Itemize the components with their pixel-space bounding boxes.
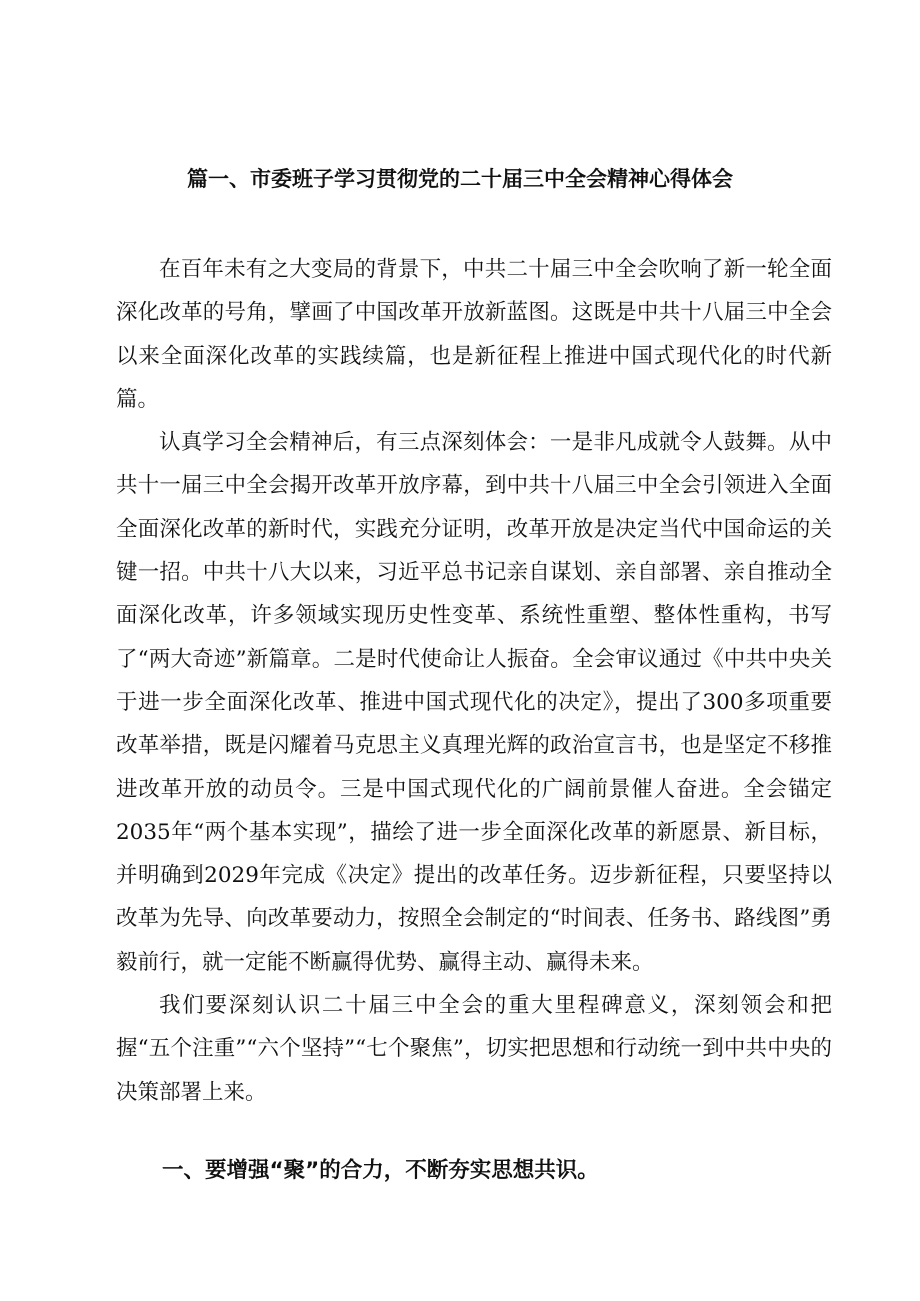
- document-title: 篇一、市委班子学习贯彻党的二十届三中全会精神心得体会: [187, 167, 733, 191]
- paragraph-unify-thinking: 我们要深刻认识二十届三中全会的重大里程碑意义，深刻领会和把握“五个注重”“六个坚持”“七个聚焦”，切实把思想和行动统一到中共中央的决策部署上来。: [116, 993, 832, 1105]
- paragraph-intro: 在百年未有之大变局的背景下，中共二十届三中全会吹响了新一轮全面深化改革的号角，擘画了中国改革开放新蓝图。这既是中共十八届三中全会以来全面深化改革的实践续篇，也是新征程上推进中国式现代化的时代新篇。: [116, 257, 832, 412]
- section-heading: 一、要增强“聚”的合力，不断夯实思想共识。: [162, 1158, 599, 1183]
- document-body: [116, 248, 832, 1114]
- paragraph-three-insights: 认真学习全会精神后，有三点深刻体会：一是非凡成就令人鼓舞。从中共十一届三中全会揭开改革开放序幕，到中共十八届三中全会引领进入全面全面深化改革的新时代，实践充分证明，改革开放是决定当代中国命运的关键一招。中共十八大以来，习近平总书记亲自谋划、亲自部署、亲自推动全面深化改革，许多领域实现历史性变革、系统性重塑、整体性重构，书写了“两大奇迹”新篇章。二是时代使命让人振奋。全会审议通过《中共中央关于进一步全面深化改革、推进中国式现代化的决定》，提出了300多项重要改革举措，既是闪耀着马克思主义真理光辉的政治宣言书，也是坚定不移推进改革开放的动员令。三是中国式现代化的广阔前景催人奋进。全会锚定2035年“两个基本实现”，描绘了进一步全面深化改革的新愿景、新目标，并明确到2029年完成《决定》提出的改革任务。迈步新征程，只要坚持以改革为先导、向改革要动力，按照全会制定的“时间表、任务书、路线图”勇毅前行，就一定能不断赢得优势、赢得主动、赢得未来。: [116, 430, 832, 975]
